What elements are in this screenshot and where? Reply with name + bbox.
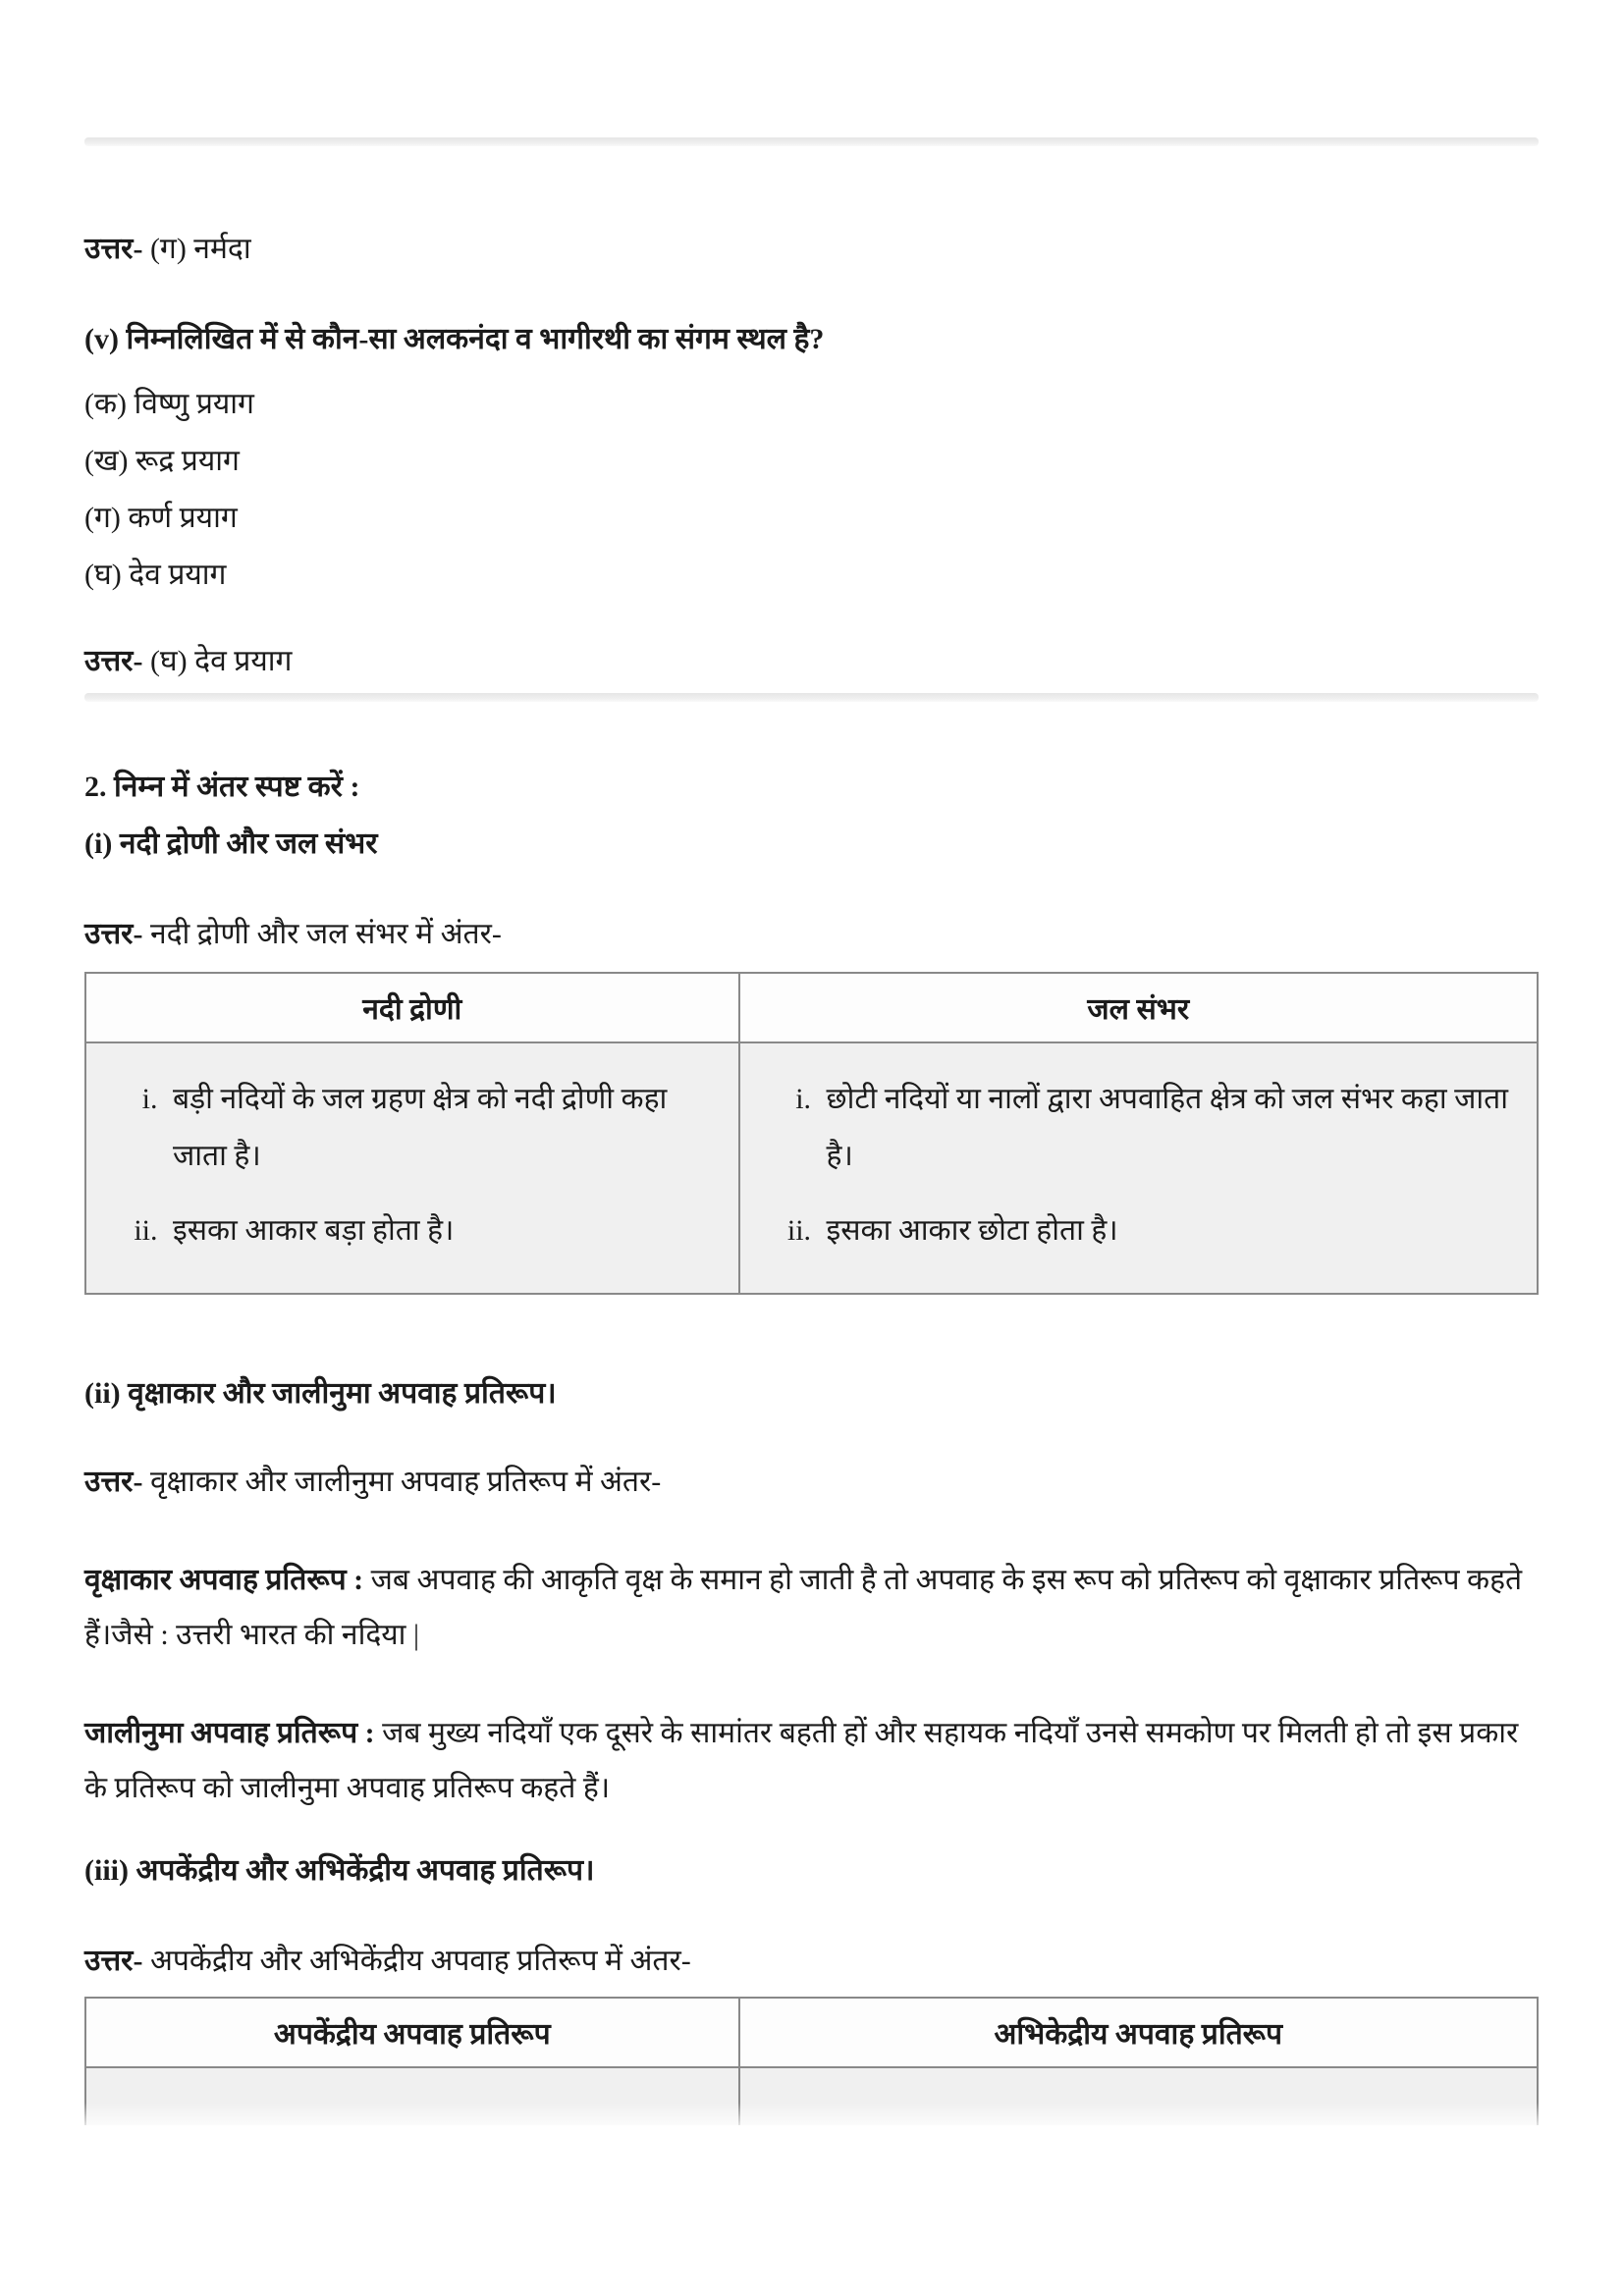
- paragraph-trellis-pattern: [84, 1706, 1539, 1816]
- list-item: ii. इसका आकार छोटा होता है।: [819, 1202, 1515, 1259]
- table-header-row: [85, 973, 1538, 1042]
- term-label: वृक्षाकार अपवाह प्रतिरूप :: [84, 1564, 364, 1596]
- answer-text: (ग) नर्मदा: [149, 233, 251, 265]
- question-2-ii: (ii) वृक्षाकार और जालीनुमा अपवाह प्रतिरूप।: [84, 1377, 557, 1410]
- table-header-cell: अभिकेद्रीय अपवाह प्रतिरूप: [739, 1998, 1538, 2067]
- option-b: (ख) रूद्र प्रयाग: [84, 445, 240, 477]
- comparison-table-basin-watershed: [84, 972, 1539, 1295]
- question-v: (v) निम्नलिखित में से कौन-सा अलकनंदा व भागीरथी का संगम स्थल है?: [84, 323, 825, 355]
- table-cell: [85, 1042, 739, 1294]
- table-cell-list: [740, 1071, 1515, 1259]
- answer-text: वृक्षाकार और जालीनुमा अपवाह प्रतिरूप में अंतर-: [149, 1466, 662, 1498]
- answer-label: उत्तर-: [84, 918, 143, 950]
- table-cell: [739, 2067, 1538, 2125]
- table-cell-list: [86, 1071, 717, 1259]
- answer-i-intro: [84, 911, 1539, 957]
- table-header-cell: जल संभर: [739, 973, 1538, 1042]
- term-label: जालीनुमा अपवाह प्रतिरूप :: [84, 1717, 375, 1749]
- section-divider: [84, 693, 1539, 702]
- answer-text: (घ) देव प्रयाग: [149, 645, 293, 677]
- list-item: ii. इसका आकार बड़ा होता है।: [165, 1202, 717, 1259]
- comparison-table-centrifugal-centripetal: [84, 1997, 1539, 2125]
- answer-text: अपकेंद्रीय और अभिकेंद्रीय अपवाह प्रतिरूप में अंतर-: [149, 1945, 691, 1977]
- option-d: (घ) देव प्रयाग: [84, 559, 227, 591]
- answer-label: उत्तर-: [84, 1945, 143, 1977]
- table-header-row: [85, 1998, 1538, 2067]
- answer-ii-intro: [84, 1459, 1539, 1505]
- answer-line-narmada: [84, 226, 1539, 272]
- term-definition: जब अपवाह की आकृति वृक्ष के समान हो जाती है तो अपवाह के इस रूप को प्रतिरूप को वृक्षाकार प्रतिरूप कहते हैं।जैसे : उत्तरी भारत की नदिया |: [84, 1564, 1523, 1651]
- list-item: i. बड़ी नदियों के जल ग्रहण क्षेत्र को नदी द्रोणी कहा जाता है।: [165, 1071, 717, 1185]
- answer-iii-intro: [84, 1938, 1539, 1984]
- table-cell: [85, 2067, 739, 2125]
- question-2-iii: (iii) अपकेंद्रीय और अभिकेंद्रीय अपवाह प्रतिरूप।: [84, 1854, 595, 1887]
- option-a: (क) विष्णु प्रयाग: [84, 388, 254, 420]
- paragraph-dendritic-pattern: [84, 1553, 1539, 1663]
- question-2-i: (i) नदी द्रोणी और जल संभर: [84, 828, 378, 860]
- question-2-heading: 2. निम्न में अंतर स्पष्ट करें :: [84, 771, 360, 803]
- answer-label: उत्तर-: [84, 1466, 143, 1498]
- list-item: i. छोटी नदियों या नालों द्वारा अपवाहित क्षेत्र को जल संभर कहा जाता है।: [819, 1071, 1515, 1185]
- term-definition: जब मुख्य नदियाँ एक दूसरे के सामांतर बहती हों और सहायक नदियाँ उनसे समकोण पर मिलती हो तो इस प्रकार के प्रतिरूप को जालीनुमा अपवाह प्रतिरूप कहते हैं।: [84, 1717, 1519, 1804]
- answer-label: उत्तर-: [84, 645, 143, 677]
- option-c: (ग) कर्ण प्रयाग: [84, 502, 238, 534]
- table-row: [85, 1042, 1538, 1294]
- table-header-cell: अपकेंद्रीय अपवाह प्रतिरूप: [85, 1998, 739, 2067]
- answer-text: नदी द्रोणी और जल संभर में अंतर-: [149, 918, 502, 950]
- table-row: [85, 2067, 1538, 2125]
- answer-label: उत्तर-: [84, 233, 143, 265]
- table-header-cell: नदी द्रोणी: [85, 973, 739, 1042]
- section-divider: [84, 137, 1539, 146]
- table-cell: [739, 1042, 1538, 1294]
- answer-line-v: [84, 638, 1539, 684]
